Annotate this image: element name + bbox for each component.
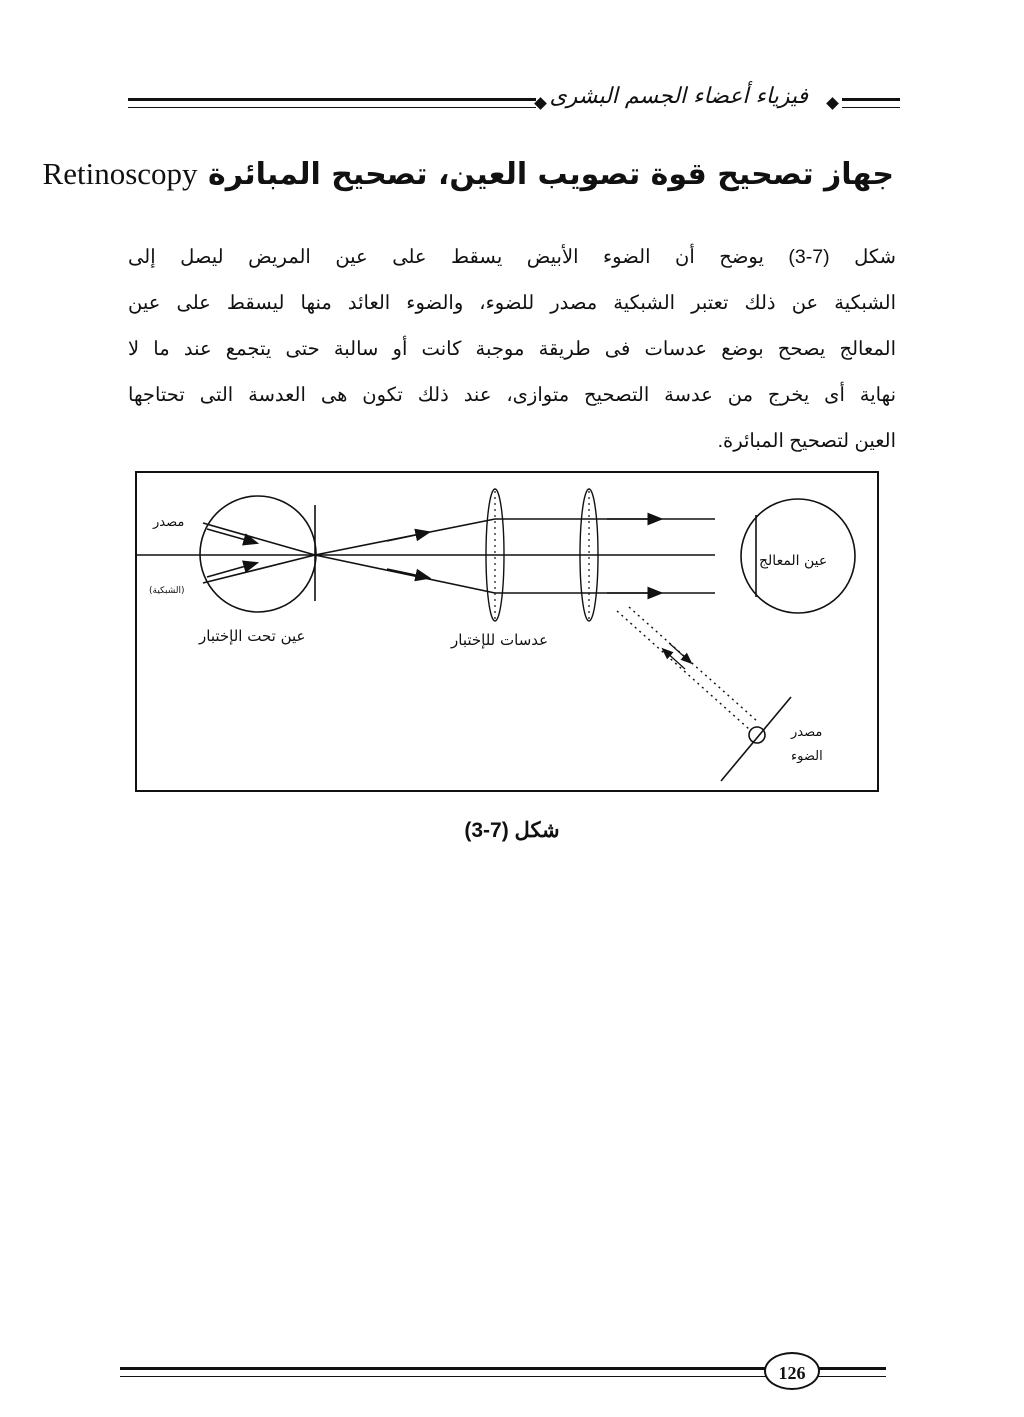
retina-label: (الشبكية): [149, 586, 185, 596]
header-rule-right: [842, 98, 900, 108]
header-diamond-left: [534, 97, 547, 110]
retinoscopy-figure: [135, 471, 879, 792]
body-paragraph: [128, 234, 896, 464]
footer-rule-right: [818, 1367, 886, 1377]
footer-rule-left: [120, 1367, 766, 1377]
section-title-ar: جهاز تصحيح قوة تصويب العين، تصحيح المبائرة: [207, 157, 894, 192]
light-beam-dotted-1: [617, 611, 749, 729]
examiner-eye-label: عين المعالج: [759, 553, 828, 569]
test-lenses-label: عدسات للإختبار: [451, 631, 549, 649]
source-label: مصدر: [153, 515, 185, 530]
light-beam-dotted-2: [629, 607, 757, 721]
section-heading: [42, 156, 894, 192]
header-diamond-right: [826, 97, 839, 110]
header-rule-left: [128, 98, 536, 108]
figure-caption: شكل (7-3): [464, 819, 560, 842]
beam-splitter-mirror: [721, 697, 791, 781]
eye-under-test-icon: [200, 496, 316, 612]
section-title-en: Retinoscopy: [42, 156, 198, 191]
paragraph-line: شكل (7-3) يوضح أن الضوء الأبيض يسقط على عين المريض ليصل إلى: [128, 246, 896, 268]
paragraph-line: العين لتصحيح المبائرة.: [717, 430, 896, 452]
light-source-label-2: الضوء: [791, 749, 823, 764]
paragraph-line: المعالج يصحح بوضع عدسات فى طريقة موجبة كانت أو سالبة حتى يتجمع عند ما لا: [128, 338, 896, 360]
running-title: فيزياء أعضاء الجسم البشرى: [549, 84, 808, 109]
running-header: [128, 84, 900, 124]
light-source-label-1: مصدر: [791, 725, 823, 740]
page-number: 126: [764, 1352, 820, 1390]
light-source-icon: [749, 727, 765, 743]
paragraph-line: الشبكية عن ذلك تعتبر الشبكية مصدر للضوء، والضوء العائد منها ليسقط على عين: [128, 292, 896, 314]
paragraph-line: نهاية أى يخرج من عدسة التصحيح متوازى، عند ذلك تكون هى العدسة التى تحتاجها: [128, 384, 896, 406]
eye-under-test-label: عين تحت الإختبار: [199, 627, 306, 645]
